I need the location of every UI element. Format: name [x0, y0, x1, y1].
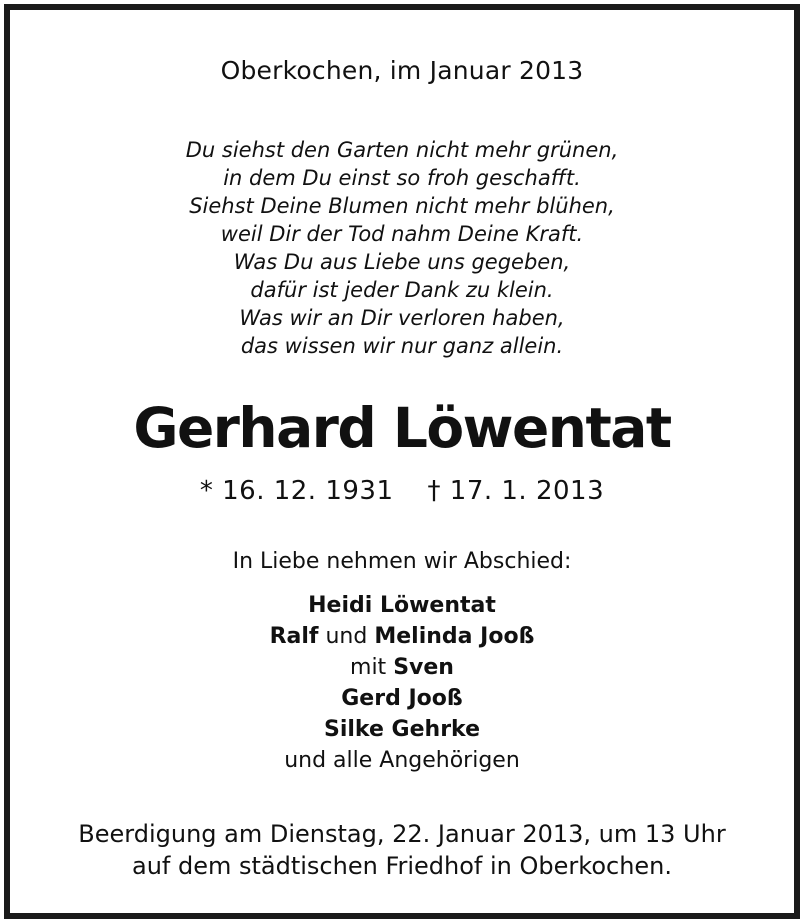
- poem-line: das wissen wir nur ganz allein.: [240, 334, 564, 358]
- mourner-name: Melinda Jooß: [374, 624, 535, 649]
- mourner-name: Sven: [393, 655, 454, 680]
- obituary-notice: [4, 4, 800, 919]
- mourner-name: Silke Gehrke: [324, 717, 480, 742]
- deceased-name: Gerhard Löwentat: [133, 396, 671, 460]
- mourner-line: [10, 621, 794, 652]
- poem-line: weil Dir der Tod nahm Deine Kraft.: [220, 222, 584, 246]
- poem-line: dafür ist jeder Dank zu klein.: [250, 278, 554, 302]
- conjunction: und: [325, 624, 368, 649]
- mourner-line: [10, 652, 794, 683]
- poem-line: Du siehst den Garten nicht mehr grünen,: [185, 138, 619, 162]
- birth-date: * 16. 12. 1931: [199, 476, 394, 506]
- mourner-name: Heidi Löwentat: [308, 593, 496, 618]
- poem-line: Siehst Deine Blumen nicht mehr blühen,: [189, 194, 615, 218]
- mourner-line: [10, 714, 794, 745]
- poem-line: in dem Du einst so froh geschafft.: [223, 166, 581, 190]
- poem-line: Was wir an Dir verloren haben,: [239, 306, 565, 330]
- death-date: † 17. 1. 2013: [427, 476, 605, 506]
- mourners-list: [10, 590, 794, 776]
- mourner-name: Gerd Jooß: [341, 686, 463, 711]
- poem: [10, 136, 794, 360]
- mourner-line: und alle Angehörigen: [284, 748, 520, 773]
- mourner-name: Ralf: [269, 624, 319, 649]
- farewell-intro: In Liebe nehmen wir Abschied:: [232, 549, 572, 574]
- funeral-line: auf dem städtischen Friedhof in Oberkochen.: [131, 852, 673, 880]
- life-dates: [10, 476, 794, 506]
- conjunction: mit: [350, 655, 387, 680]
- mourner-line: [10, 683, 794, 714]
- place-date: Oberkochen, im Januar 2013: [220, 56, 584, 85]
- poem-line: Was Du aus Liebe uns gegeben,: [233, 250, 571, 274]
- funeral-line: Beerdigung am Dienstag, 22. Januar 2013, um 13 Uhr: [78, 820, 726, 848]
- funeral-info: [10, 818, 794, 882]
- mourner-line: [10, 590, 794, 621]
